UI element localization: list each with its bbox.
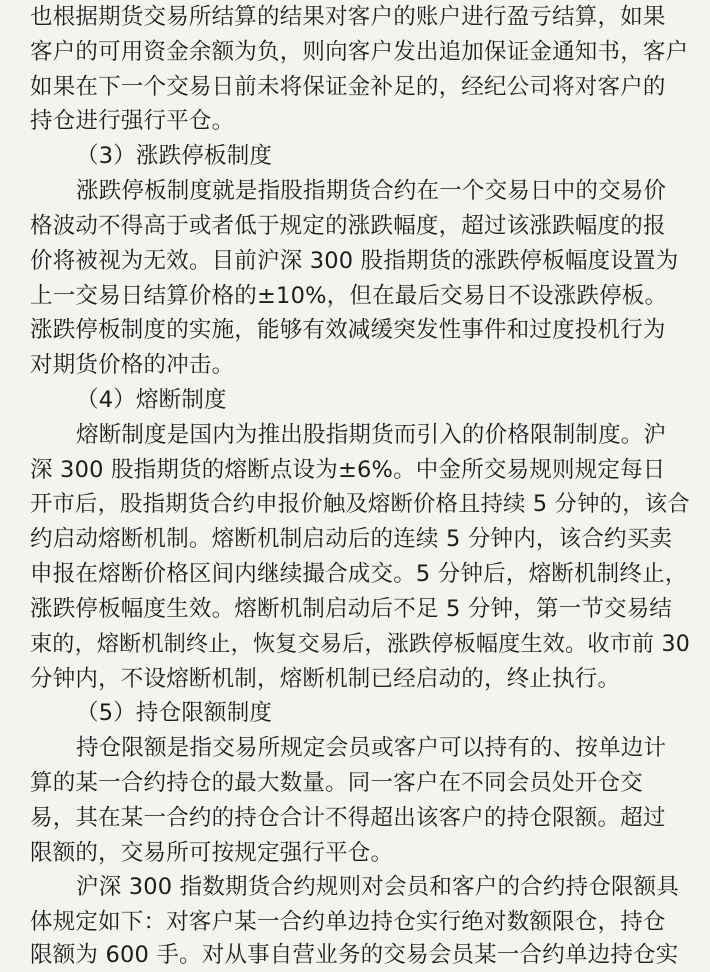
text-line: 涨跌停板制度的实施，能够有效减缓突发性事件和过度投机行为 (30, 317, 666, 343)
text-line: 沪深 300 指数期货合约规则对会员和客户的合约持仓限额具 (76, 874, 680, 900)
text-line: 价将被视为无效。目前沪深 300 股指期货的涨跌停板幅度设置为 (30, 248, 679, 274)
text-line: 限额的，交易所可按规定强行平仓。 (30, 840, 394, 866)
text-line: 开市后，股指期货合约申报价触及熔断价格且持续 5 分钟的，该合 (30, 491, 690, 517)
text-line: 束的，熔断机制终止，恢复交易后，涨跌停板幅度生效。收市前 30 (30, 631, 690, 657)
text-line: 易，其在某一合约的持仓合计不得超出该客户的持仓限额。超过 (30, 805, 666, 831)
text-line: 持仓限额是指交易所规定会员或客户可以持有的、按单边计 (76, 735, 667, 761)
text-line: 也根据期货交易所结算的结果对客户的账户进行盈亏结算，如果 (30, 4, 666, 30)
text-line: 客户的可用资金余额为负，则向客户发出追加保证金通知书，客户 (30, 39, 689, 65)
text-line: 限额为 600 手。对从事自营业务的交易会员某一合约单边持仓实 (30, 942, 679, 968)
text-line: 算的某一合约持仓的最大数量。同一客户在不同会员处开仓交 (30, 770, 643, 796)
text-line: 分钟内，不设熔断机制，熔断机制已经启动的，终止执行。 (30, 666, 621, 692)
text-line: 熔断制度是国内为推出股指期货而引入的价格限制制度。沪 (76, 422, 667, 448)
text-line: 持仓进行强行平仓。 (30, 108, 235, 134)
text-line: 上一交易日结算价格的±10%，但在最后交易日不设涨跌停板。 (30, 283, 668, 309)
text-line: 涨跌停板制度就是指股指期货合约在一个交易日中的交易价 (76, 178, 667, 204)
text-line: 如果在下一个交易日前未将保证金补足的，经纪公司将对客户的 (30, 74, 666, 100)
section-heading: （5）持仓限额制度 (76, 700, 273, 726)
text-line: 申报在熔断价格区间内继续撮合成交。5 分钟后，熔断机制终止， (30, 561, 688, 587)
text-line: 体规定如下：对客户某一合约单边持仓实行绝对数额限仓，持仓 (30, 909, 666, 935)
text-line: 深 300 股指期货的熔断点设为±6%。中金所交易规则规定每日 (30, 457, 666, 483)
text-line: 对期货价格的冲击。 (30, 352, 235, 378)
text-line: 约启动熔断机制。熔断机制启动后的连续 5 分钟内，该合约买卖 (30, 526, 673, 552)
text-line: 涨跌停板幅度生效。熔断机制启动后不足 5 分钟，第一节交易结 (30, 596, 673, 622)
text-line: 格波动不得高于或者低于规定的涨跌幅度，超过该涨跌幅度的报 (30, 213, 666, 239)
section-heading: （3）涨跌停板制度 (76, 143, 273, 169)
section-heading: （4）熔断制度 (76, 387, 227, 413)
